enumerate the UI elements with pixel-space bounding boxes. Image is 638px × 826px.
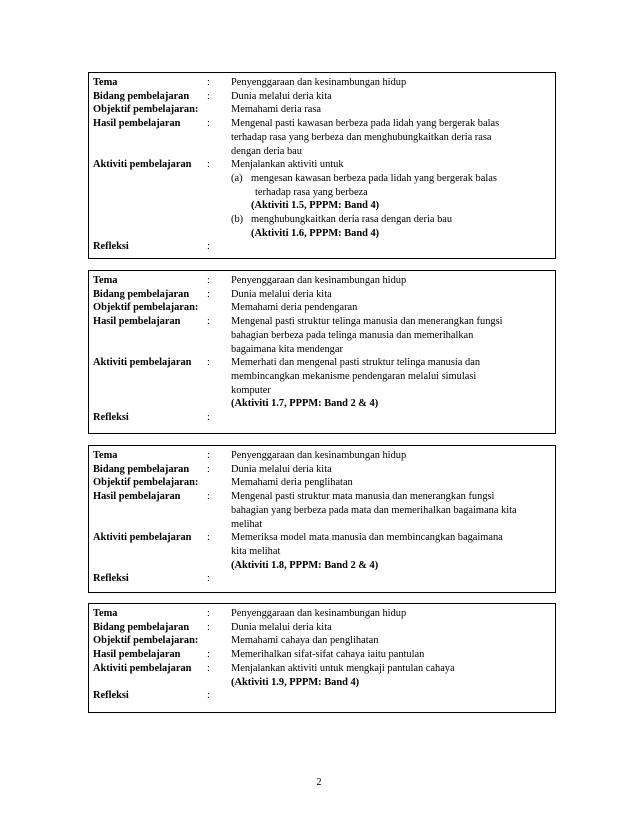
activity-item <box>231 172 549 213</box>
item-marker: (b) <box>231 214 244 226</box>
bidang-value: Dunia melalui deria kita <box>231 90 332 102</box>
objektif-row <box>93 634 549 648</box>
tema-row: Tema : Penyenggaraan dan kesinambungan hidup <box>93 449 549 463</box>
refleksi-label: Refleksi <box>93 241 129 253</box>
tema-value: Penyenggaraan dan kesinambungan hidup <box>231 275 407 286</box>
refleksi-label: Refleksi <box>93 412 129 424</box>
hasil-row: Hasil pembelajaran : Mengenal pasti struktur telinga manusia dan menerangkan fungsi bahagian berbeza pada telinga manusia dan memerihalkan bagaimana kita mendengar <box>93 315 549 356</box>
refleksi-row: Refleksi : <box>93 573 210 585</box>
hasil-label: Hasil pembelajaran <box>93 118 181 130</box>
hasil-row: Hasil pembelajaran : Mengenal pasti struktur mata manusia dan menerangkan fungsi bahagian yang berbeza pada mata dan memerihalkan bagaimana kita melihat <box>93 490 549 531</box>
hasil-line: Mengenal pasti struktur mata manusia dan menerangkan fungsi <box>231 491 495 503</box>
hasil-line: terhadap rasa yang berbeza dan menghubungkaitkan deria rasa <box>231 131 492 143</box>
lesson-box-3 <box>88 445 556 593</box>
refleksi-row: Refleksi : <box>93 412 210 424</box>
hasil-label: Hasil pembelajaran <box>93 649 181 661</box>
hasil-line: bahagian berbeza pada telinga manusia dan memerihalkan <box>231 329 474 341</box>
objektif-value: Memahami cahaya dan penglihatan <box>231 635 379 647</box>
tema-value: Penyenggaraan dan kesinambungan hidup <box>231 77 407 88</box>
hasil-line: Mengenal pasti kawasan berbeza pada lidah yang bergerak balas <box>231 118 500 130</box>
bidang-value: Dunia melalui deria kita <box>231 288 332 300</box>
refleksi-row: Refleksi : <box>93 241 210 253</box>
objektif-label: Objektif pembelajaran: <box>93 477 199 489</box>
bidang-row: Bidang pembelajaran : Dunia melalui deria kita <box>93 621 549 635</box>
aktiviti-line: membincangkan mekanisme pendengaran melalui simulasi <box>231 370 477 382</box>
bidang-value: Dunia melalui deria kita <box>231 621 332 633</box>
objektif-label: Objektif pembelajaran: <box>93 635 199 647</box>
item-line: mengesan kawasan berbeza pada lidah yang bergerak balas <box>251 172 497 184</box>
aktiviti-row: Aktiviti pembelajaran : Menjalankan aktiviti untuk mengkaji pantulan cahaya (Aktiviti 1.9, PPPM: Band 4) <box>93 662 549 689</box>
tema-label: Tema <box>93 77 118 88</box>
tema-row: Tema : Penyenggaraan dan kesinambungan hidup <box>93 607 549 621</box>
bidang-row: Bidang pembelajaran : Dunia melalui deria kita <box>93 288 549 302</box>
hasil-label: Hasil pembelajaran <box>93 491 181 503</box>
hasil-line: bagaimana kita mendengar <box>231 343 343 355</box>
refleksi-row: Refleksi : <box>93 690 210 702</box>
aktiviti-row: Aktiviti pembelajaran : Menjalankan aktiviti untuk (a) mengesan kawasan berbeza pada lidah yang bergerak balas terhadap rasa yang berbeza (Aktiviti 1.5, PPPM: Band 4) (b) menghubungkaitkan deria rasa dengan deria bau (Aktiviti 1.6, PPPM: Band 4) <box>93 158 549 240</box>
bidang-row: Bidang pembelajaran : Dunia melalui deria kita <box>93 90 549 104</box>
objektif-label: Objektif pembelajaran: <box>93 104 199 116</box>
hasil-line: dengan deria bau <box>231 145 302 157</box>
aktiviti-label: Aktiviti pembelajaran <box>93 662 192 674</box>
hasil-row: Hasil pembelajaran : Mengenal pasti kawasan berbeza pada lidah yang bergerak balas terhadap rasa yang berbeza dan menghubungkaitkan deria rasa dengan deria bau <box>93 117 549 158</box>
tema-label: Tema <box>93 275 118 286</box>
activity-reference: (Aktiviti 1.8, PPPM: Band 2 & 4) <box>231 559 379 571</box>
aktiviti-label: Aktiviti pembelajaran <box>93 357 192 369</box>
objektif-row <box>93 476 549 490</box>
refleksi-label: Refleksi <box>93 690 129 702</box>
activity-reference: (Aktiviti 1.6, PPPM: Band 4) <box>251 227 380 239</box>
objektif-label: Objektif pembelajaran: <box>93 302 199 314</box>
aktiviti-row: Aktiviti pembelajaran : Memeriksa model mata manusia dan membincangkan bagaimana kita melihat (Aktiviti 1.8, PPPM: Band 2 & 4) <box>93 531 549 572</box>
bidang-label: Bidang pembelajaran <box>93 621 190 633</box>
item-marker: (a) <box>231 172 243 184</box>
hasil-line: Memerihalkan sifat-sifat cahaya iaitu pantulan <box>231 649 425 661</box>
aktiviti-line: Menjalankan aktiviti untuk mengkaji pantulan cahaya <box>231 662 455 674</box>
aktiviti-intro: Menjalankan aktiviti untuk <box>231 159 344 171</box>
bidang-row: Bidang pembelajaran : Dunia melalui deria kita <box>93 463 549 477</box>
bidang-label: Bidang pembelajaran <box>93 463 190 475</box>
activity-reference: (Aktiviti 1.9, PPPM: Band 4) <box>231 676 360 688</box>
refleksi-label: Refleksi <box>93 573 129 585</box>
objektif-value: Memahami deria penglihatan <box>231 477 353 489</box>
aktiviti-line: Memerhati dan mengenal pasti struktur telinga manusia dan <box>231 357 481 369</box>
lesson-box-4 <box>88 603 556 713</box>
hasil-line: bahagian yang berbeza pada mata dan memerihalkan bagaimana kita <box>231 504 517 516</box>
item-line: terhadap rasa yang berbeza <box>255 186 368 198</box>
objektif-row <box>93 301 549 315</box>
bidang-value: Dunia melalui deria kita <box>231 463 332 475</box>
lesson-box-2 <box>88 270 556 434</box>
aktiviti-row: Aktiviti pembelajaran : Memerhati dan mengenal pasti struktur telinga manusia dan membincangkan mekanisme pendengaran melalui simulasi komputer (Aktiviti 1.7, PPPM: Band 2 & 4) <box>93 356 549 411</box>
activity-reference: (Aktiviti 1.5, PPPM: Band 4) <box>251 200 380 212</box>
objektif-row <box>93 103 549 117</box>
activity-item <box>231 213 549 240</box>
tema-label: Tema <box>93 450 118 461</box>
aktiviti-line: Memeriksa model mata manusia dan membincangkan bagaimana <box>231 532 503 544</box>
tema-value: Penyenggaraan dan kesinambungan hidup <box>231 608 407 619</box>
aktiviti-line: kita melihat <box>231 545 281 557</box>
aktiviti-label: Aktiviti pembelajaran <box>93 532 192 544</box>
tema-label: Tema <box>93 608 118 619</box>
hasil-line: melihat <box>231 518 263 530</box>
objektif-value: Memahami deria rasa <box>231 104 322 116</box>
page-number: 2 <box>316 777 322 788</box>
activity-reference: (Aktiviti 1.7, PPPM: Band 2 & 4) <box>231 398 379 410</box>
hasil-line: Mengenal pasti struktur telinga manusia dan menerangkan fungsi <box>231 316 503 328</box>
tema-row: Tema : Penyenggaraan dan kesinambungan hidup <box>93 274 549 288</box>
objektif-value: Memahami deria pendengaran <box>231 302 358 314</box>
lesson-box-1 <box>88 72 556 259</box>
tema-row: Tema : Penyenggaraan dan kesinambungan hidup <box>93 76 549 90</box>
bidang-label: Bidang pembelajaran <box>93 288 190 300</box>
hasil-label: Hasil pembelajaran <box>93 316 181 328</box>
aktiviti-label: Aktiviti pembelajaran <box>93 159 192 171</box>
bidang-label: Bidang pembelajaran <box>93 90 190 102</box>
aktiviti-line: komputer <box>231 384 271 396</box>
tema-value: Penyenggaraan dan kesinambungan hidup <box>231 450 407 461</box>
item-line: menghubungkaitkan deria rasa dengan deria bau <box>251 214 453 226</box>
hasil-row: Hasil pembelajaran : Memerihalkan sifat-sifat cahaya iaitu pantulan <box>93 648 549 662</box>
